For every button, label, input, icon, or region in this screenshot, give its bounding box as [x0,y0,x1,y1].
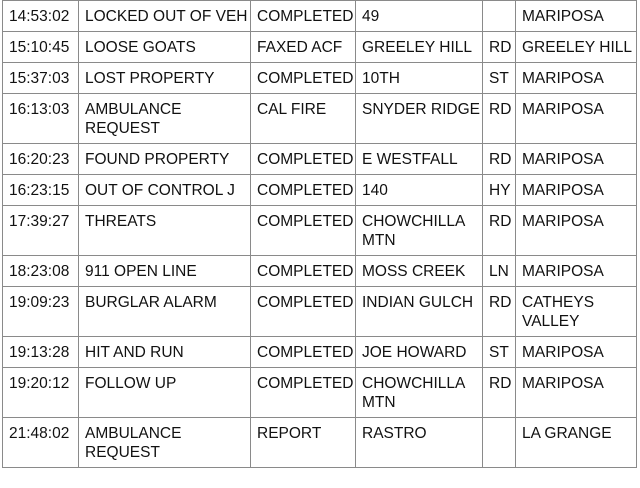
street-suffix: ST [483,63,516,94]
street-name: CHOWCHILLA MTN [356,368,483,418]
call-log-table [2,0,637,468]
call-type: FOUND PROPERTY [79,144,251,175]
call-time: 16:20:23 [3,144,79,175]
call-status: COMPLETED [251,63,356,94]
call-time: 16:13:03 [3,94,79,144]
call-status: COMPLETED [251,337,356,368]
street-name: E WESTFALL [356,144,483,175]
call-time: 19:09:23 [3,287,79,337]
call-type: AMBULANCE REQUEST [79,94,251,144]
street-name: 10TH [356,63,483,94]
city: MARIPOSA [516,63,637,94]
street-suffix: ST [483,337,516,368]
call-status: COMPLETED [251,287,356,337]
city: MARIPOSA [516,206,637,256]
call-type: HIT AND RUN [79,337,251,368]
call-status: COMPLETED [251,206,356,256]
table-row [3,287,637,337]
table-row [3,63,637,94]
table-row [3,418,637,468]
street-name: GREELEY HILL [356,32,483,63]
street-suffix: HY [483,175,516,206]
call-status: REPORT [251,418,356,468]
table-row [3,368,637,418]
table-row [3,206,637,256]
street-suffix: RD [483,287,516,337]
city: GREELEY HILL [516,32,637,63]
call-time: 15:10:45 [3,32,79,63]
street-name: 140 [356,175,483,206]
call-time: 15:37:03 [3,63,79,94]
table-row [3,256,637,287]
call-status: COMPLETED [251,144,356,175]
table-row [3,337,637,368]
call-type: LOST PROPERTY [79,63,251,94]
street-suffix: RD [483,368,516,418]
call-status: CAL FIRE [251,94,356,144]
city: LA GRANGE [516,418,637,468]
call-status: COMPLETED [251,175,356,206]
call-time: 19:20:12 [3,368,79,418]
call-time: 17:39:27 [3,206,79,256]
street-name: RASTRO [356,418,483,468]
city: MARIPOSA [516,144,637,175]
city: MARIPOSA [516,256,637,287]
table-row [3,94,637,144]
call-time: 14:53:02 [3,1,79,32]
street-name: 49 [356,1,483,32]
city: MARIPOSA [516,1,637,32]
call-time: 21:48:02 [3,418,79,468]
city: CATHEYS VALLEY [516,287,637,337]
call-type: LOCKED OUT OF VEH [79,1,251,32]
call-time: 18:23:08 [3,256,79,287]
city: MARIPOSA [516,94,637,144]
street-suffix: LN [483,256,516,287]
street-name: MOSS CREEK [356,256,483,287]
city: MARIPOSA [516,368,637,418]
city: MARIPOSA [516,175,637,206]
call-status: COMPLETED [251,1,356,32]
call-time: 19:13:28 [3,337,79,368]
street-suffix: RD [483,32,516,63]
call-type: FOLLOW UP [79,368,251,418]
street-suffix [483,1,516,32]
street-suffix: RD [483,94,516,144]
call-type: AMBULANCE REQUEST [79,418,251,468]
street-suffix [483,418,516,468]
street-suffix: RD [483,144,516,175]
call-log-body [3,1,637,468]
street-name: CHOWCHILLA MTN [356,206,483,256]
call-status: COMPLETED [251,256,356,287]
street-name: SNYDER RIDGE [356,94,483,144]
call-status: FAXED ACF [251,32,356,63]
call-type: THREATS [79,206,251,256]
call-time: 16:23:15 [3,175,79,206]
call-type: OUT OF CONTROL J [79,175,251,206]
table-row [3,175,637,206]
call-type: LOOSE GOATS [79,32,251,63]
table-row [3,144,637,175]
street-suffix: RD [483,206,516,256]
call-status: COMPLETED [251,368,356,418]
street-name: JOE HOWARD [356,337,483,368]
call-type: 911 OPEN LINE [79,256,251,287]
table-row [3,1,637,32]
table-row [3,32,637,63]
call-type: BURGLAR ALARM [79,287,251,337]
city: MARIPOSA [516,337,637,368]
street-name: INDIAN GULCH [356,287,483,337]
